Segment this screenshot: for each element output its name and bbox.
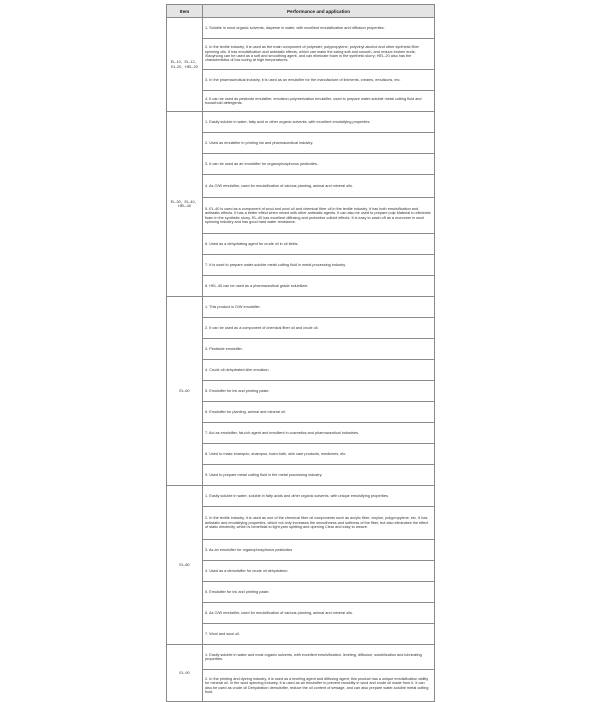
table-row [167,234,435,255]
performance-cell: 4. It can be used as pesticide emulsifier, emulsion polymerization emulsifier, used to prepare water-soluble metal cutting fluid and household detergents. [203,91,435,112]
performance-cell: 5. Emulsifier for ink and printing paste. [203,582,435,603]
performance-cell: 1. Easily soluble in water, soluble in fatty acids and other organic solvents, with unique emulsifying properties. [203,486,435,507]
table-row [167,276,435,297]
performance-cell: 4. Crude oil dehydrated slim emulsion. [203,360,435,381]
performance-cell: 5. EL-40 is used as a component of wool and wool oil and chemical fiber oil in the textile industry. It has both emulsification and antistatic effects. It has a better effect when mixed with other antistatic agents. It can also be used to prepare pulp Material to eliminate foam in the synthetic slurry. EL-40 has excellent diffusing and protective colloid effects. It is easy to wash off as a monomer in wool spinning industry and has good hard water resistance. [203,198,435,234]
performance-cell: 3. In the pharmaceutical industry, it is used as an emulsifier for the manufacture of liniments, creams, emulsions, etc. [203,70,435,91]
table-row [167,133,435,154]
item-name: EL-90 [179,670,190,675]
table-row [167,582,435,603]
performance-cell: 6. Emulsifier for planting, animal and mineral oil. [203,402,435,423]
performance-cell: 1. Easily soluble in water, fatty acid or other organic solvents, with excellent emulsifying properties. [203,112,435,133]
table-row [167,175,435,198]
performance-cell: 3. It can be used as an emulsifier for organophosphorus pesticides. [203,154,435,175]
table-row [167,423,435,444]
performance-cell: 7. It is used to prepare water-soluble metal cutting fluid in metal processing industry. [203,255,435,276]
performance-column-header: Performance and application [203,5,435,18]
performance-cell: 2. In the textile industry, it is used as the main component of polyester, polypropylene, polyvinyl alcohol and other synthetic fiber spinning oils. It has emulsification and antistatic effects, which can make the sizing soft and smooth, and reduce broken ends; Xiaoyhong can be used as a soft and smoothing agent, and can eliminate foam in the synthetic slurry; HEL-20 also has the characteristics of low curing at high temperatures [203,39,435,70]
table-row [167,465,435,486]
table-row [167,540,435,561]
performance-cell: 1. Easily soluble in water and most organic solvents, with excellent emulsification, leveling, diffusion, solubilization and lubricating properties. [203,645,435,670]
table-row [167,154,435,175]
item-name-cell [167,297,203,486]
performance-cell: 5. Emulsifier for ink and printing paste. [203,381,435,402]
item-name: EL-60 [179,388,190,393]
table-row [167,39,435,70]
performance-cell: 4. Used as a demulsifier for crude oil dehydration. [203,561,435,582]
table-row [167,255,435,276]
table-row [167,360,435,381]
table-row [167,381,435,402]
performance-cell: 7. Act as emulsifier, fat-rich agent and emollient in cosmetics and pharmaceutical industries. [203,423,435,444]
table-row [167,297,435,318]
table-header-row [167,5,435,18]
table-row [167,91,435,112]
performance-cell: 3. Pesticide emulsifier. [203,339,435,360]
table-row [167,18,435,39]
performance-cell: 2. It can be used as a component of chemical fiber oil and crude oil. [203,318,435,339]
item-name-cell [167,645,203,702]
performance-cell: 3. As an emulsifier for organophosphorus pesticides [203,540,435,561]
table-row [167,486,435,507]
table-row [167,670,435,702]
item-name: EL-10、EL-12、 EL-20、HEL-20 [170,60,199,69]
item-name-cell [167,18,203,112]
table-row [167,198,435,234]
performance-cell: 2. In the textile industry, it is used as one of the chemical fiber oil components such as acrylic fiber, vinylon, polypropylene, etc. It has antistatic and emulsifying properties, which not only increases the smoothness and softness of the fiber, but also eliminates the effect of static electricity, which is beneficial to light yarn splitting and opening Clear and easy to weave. [203,507,435,540]
performance-cell: 8. HEL-40 can be used as a pharmaceutical grade solubilizer. [203,276,435,297]
item-name: EL-30、EL-40、 HEL-40 [170,199,199,208]
performance-cell: 4. As O/W emulsifier, used for emulsification of various planting, animal and mineral oils. [203,175,435,198]
performance-cell: 9. Used to prepare metal cutting fluid in the metal processing industry. [203,465,435,486]
table-row [167,603,435,624]
table-row [167,112,435,133]
table-row [167,624,435,645]
table-row [167,402,435,423]
item-name-cell [167,112,203,297]
item-name-cell [167,486,203,645]
table-row [167,561,435,582]
performance-cell: 8. Used to make shampoo, shampoo, foam bath, skin care products, medicines, etc. [203,444,435,465]
performance-cell: 1. This product is O/W emulsifier. [203,297,435,318]
item-name: EL-80 [179,562,190,567]
performance-cell: 2. Used as emulsifier in printing ink and pharmaceutical industry. [203,133,435,154]
performance-cell: 7. Wool and wool oil. [203,624,435,645]
item-column-header: Item [167,5,203,18]
performance-cell: 6. As O/W emulsifier, used for emulsification of various planting, animal and mineral oils. [203,603,435,624]
table-row [167,507,435,540]
table-row [167,70,435,91]
table-row [167,318,435,339]
table-row [167,645,435,670]
performance-cell: 2. In the printing and dyeing industry, it is used as a leveling agent and diffusing agent, this product has a unique emulsification ability for mineral oil. In the wool spinning industry, it is used as an emulsifier to prevent rancidity in wool and crude oil made from it. It can also be used as crude oil Dehydration demulsifier, reduce the oil content of sewage, and can also prepare water-soluble metal cutting fluid. [203,670,435,702]
performance-table [166,4,435,702]
table-row [167,444,435,465]
table-body [167,18,435,702]
performance-cell: 1. Soluble in most organic solvents, disperse in water, with excellent emulsification and diffusion properties. [203,18,435,39]
table-row [167,339,435,360]
performance-cell: 6. Used as a dehydrating agent for crude oil in oil fields. [203,234,435,255]
